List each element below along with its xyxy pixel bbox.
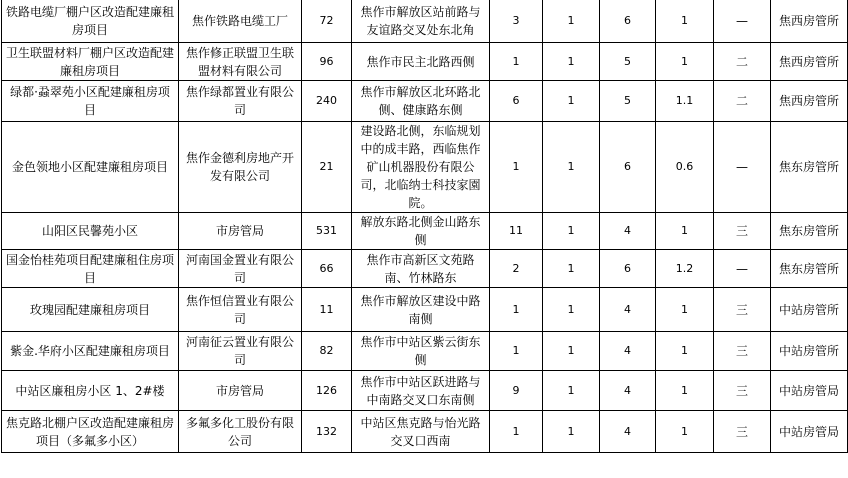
- project-name-cell: 绿都·蝨翠苑小区配建廉租房项目: [2, 81, 179, 122]
- project-name-cell: 玫瑰园配建廉租房项目: [2, 288, 179, 332]
- management-office-cell: 焦西房管所: [771, 43, 848, 81]
- ratio-cell: 1: [656, 0, 714, 43]
- management-office-cell: 中站房管所: [771, 288, 848, 332]
- floor-cell: 5: [600, 43, 656, 81]
- ratio-cell: 1.1: [656, 81, 714, 122]
- floor-cell: 6: [600, 122, 656, 213]
- unit-type-cell: 1: [543, 332, 600, 371]
- management-office-cell: 中站房管局: [771, 411, 848, 453]
- management-office-cell: 焦东房管所: [771, 250, 848, 288]
- building-count-cell: 9: [490, 371, 543, 411]
- unit-type-cell: 1: [543, 122, 600, 213]
- floor-cell: 4: [600, 332, 656, 371]
- developer-cell: 焦作铁路电缆工厂: [179, 0, 302, 43]
- floor-cell: 4: [600, 371, 656, 411]
- building-count-cell: 6: [490, 81, 543, 122]
- project-name-cell: 中站区廉租房小区 1、2#楼: [2, 371, 179, 411]
- unit-count-cell: 11: [302, 288, 352, 332]
- project-name-cell: 山阳区民馨苑小区: [2, 213, 179, 250]
- ratio-cell: 1: [656, 288, 714, 332]
- unit-count-cell: 132: [302, 411, 352, 453]
- location-cell: 解放东路北侧金山路东侧: [352, 213, 490, 250]
- management-office-cell: 焦西房管所: [771, 81, 848, 122]
- table-row: [2, 0, 848, 43]
- floor-cell: 4: [600, 288, 656, 332]
- location-cell: 焦作市解放区站前路与友谊路交叉处东北角: [352, 0, 490, 43]
- developer-cell: 市房管局: [179, 213, 302, 250]
- building-count-cell: 11: [490, 213, 543, 250]
- unit-count-cell: 96: [302, 43, 352, 81]
- grade-cell: 三: [714, 288, 771, 332]
- unit-count-cell: 66: [302, 250, 352, 288]
- unit-count-cell: 126: [302, 371, 352, 411]
- ratio-cell: 1: [656, 43, 714, 81]
- housing-project-table: [1, 0, 848, 453]
- ratio-cell: 1: [656, 371, 714, 411]
- developer-cell: 多氟多化工股份有限公司: [179, 411, 302, 453]
- developer-cell: 焦作恒信置业有限公司: [179, 288, 302, 332]
- ratio-cell: 1: [656, 411, 714, 453]
- grade-cell: 二: [714, 81, 771, 122]
- building-count-cell: 1: [490, 43, 543, 81]
- location-cell: 焦作市解放区北环路北侧、健康路东侧: [352, 81, 490, 122]
- project-name-cell: 焦克路北棚户区改造配建廉租房项目（多氟多小区）: [2, 411, 179, 453]
- ratio-cell: 1.2: [656, 250, 714, 288]
- floor-cell: 6: [600, 250, 656, 288]
- ratio-cell: 1: [656, 332, 714, 371]
- developer-cell: 焦作金德利房地产开发有限公司: [179, 122, 302, 213]
- grade-cell: 三: [714, 371, 771, 411]
- unit-type-cell: 1: [543, 81, 600, 122]
- project-name-cell: 紫金.华府小区配建廉租房项目: [2, 332, 179, 371]
- project-name-cell: 铁路电缆厂棚户区改造配建廉租房项目: [2, 0, 179, 43]
- unit-type-cell: 1: [543, 213, 600, 250]
- floor-cell: 5: [600, 81, 656, 122]
- grade-cell: —: [714, 250, 771, 288]
- management-office-cell: 焦西房管所: [771, 0, 848, 43]
- project-name-cell: 国金怡桂苑项目配建廉租住房项目: [2, 250, 179, 288]
- unit-type-cell: 1: [543, 43, 600, 81]
- ratio-cell: 0.6: [656, 122, 714, 213]
- unit-type-cell: 1: [543, 411, 600, 453]
- table-row: [2, 371, 848, 411]
- table-row: [2, 81, 848, 122]
- table-row: [2, 411, 848, 453]
- unit-count-cell: 21: [302, 122, 352, 213]
- table-row: [2, 250, 848, 288]
- floor-cell: 4: [600, 213, 656, 250]
- building-count-cell: 2: [490, 250, 543, 288]
- grade-cell: 三: [714, 332, 771, 371]
- unit-type-cell: 1: [543, 371, 600, 411]
- table-row: [2, 213, 848, 250]
- management-office-cell: 焦东房管所: [771, 122, 848, 213]
- table-row: [2, 332, 848, 371]
- floor-cell: 4: [600, 411, 656, 453]
- grade-cell: —: [714, 122, 771, 213]
- developer-cell: 河南国金置业有限公司: [179, 250, 302, 288]
- developer-cell: 河南征云置业有限公司: [179, 332, 302, 371]
- table-row: [2, 122, 848, 213]
- project-name-cell: 卫生联盟材料厂棚户区改造配建廉租房项目: [2, 43, 179, 81]
- management-office-cell: 中站房管所: [771, 332, 848, 371]
- table-row: [2, 43, 848, 81]
- location-cell: 焦作市民主北路西侧: [352, 43, 490, 81]
- table-row: [2, 288, 848, 332]
- location-cell: 中站区焦克路与怡光路交叉口西南: [352, 411, 490, 453]
- building-count-cell: 3: [490, 0, 543, 43]
- grade-cell: 二: [714, 43, 771, 81]
- unit-count-cell: 82: [302, 332, 352, 371]
- location-cell: 焦作市高新区文苑路南、竹林路东: [352, 250, 490, 288]
- ratio-cell: 1: [656, 213, 714, 250]
- grade-cell: 三: [714, 213, 771, 250]
- unit-type-cell: 1: [543, 0, 600, 43]
- unit-count-cell: 72: [302, 0, 352, 43]
- location-cell: 焦作市解放区建设中路南侧: [352, 288, 490, 332]
- management-office-cell: 焦东房管所: [771, 213, 848, 250]
- management-office-cell: 中站房管局: [771, 371, 848, 411]
- grade-cell: —: [714, 0, 771, 43]
- location-cell: 焦作市中站区跃进路与中南路交叉口东南侧: [352, 371, 490, 411]
- unit-count-cell: 240: [302, 81, 352, 122]
- building-count-cell: 1: [490, 411, 543, 453]
- location-cell: 建设路北侧，东临规划中的成丰路，西临焦作矿山机器股份有限公司，北临纳士科技家園院。: [352, 122, 490, 213]
- project-name-cell: 金色领地小区配建廉租房项目: [2, 122, 179, 213]
- building-count-cell: 1: [490, 122, 543, 213]
- location-cell: 焦作市中站区紫云街东侧: [352, 332, 490, 371]
- grade-cell: 三: [714, 411, 771, 453]
- unit-count-cell: 531: [302, 213, 352, 250]
- building-count-cell: 1: [490, 332, 543, 371]
- developer-cell: 市房管局: [179, 371, 302, 411]
- building-count-cell: 1: [490, 288, 543, 332]
- unit-type-cell: 1: [543, 250, 600, 288]
- developer-cell: 焦作修正联盟卫生联盟材料有限公司: [179, 43, 302, 81]
- floor-cell: 6: [600, 0, 656, 43]
- unit-type-cell: 1: [543, 288, 600, 332]
- developer-cell: 焦作绿都置业有限公司: [179, 81, 302, 122]
